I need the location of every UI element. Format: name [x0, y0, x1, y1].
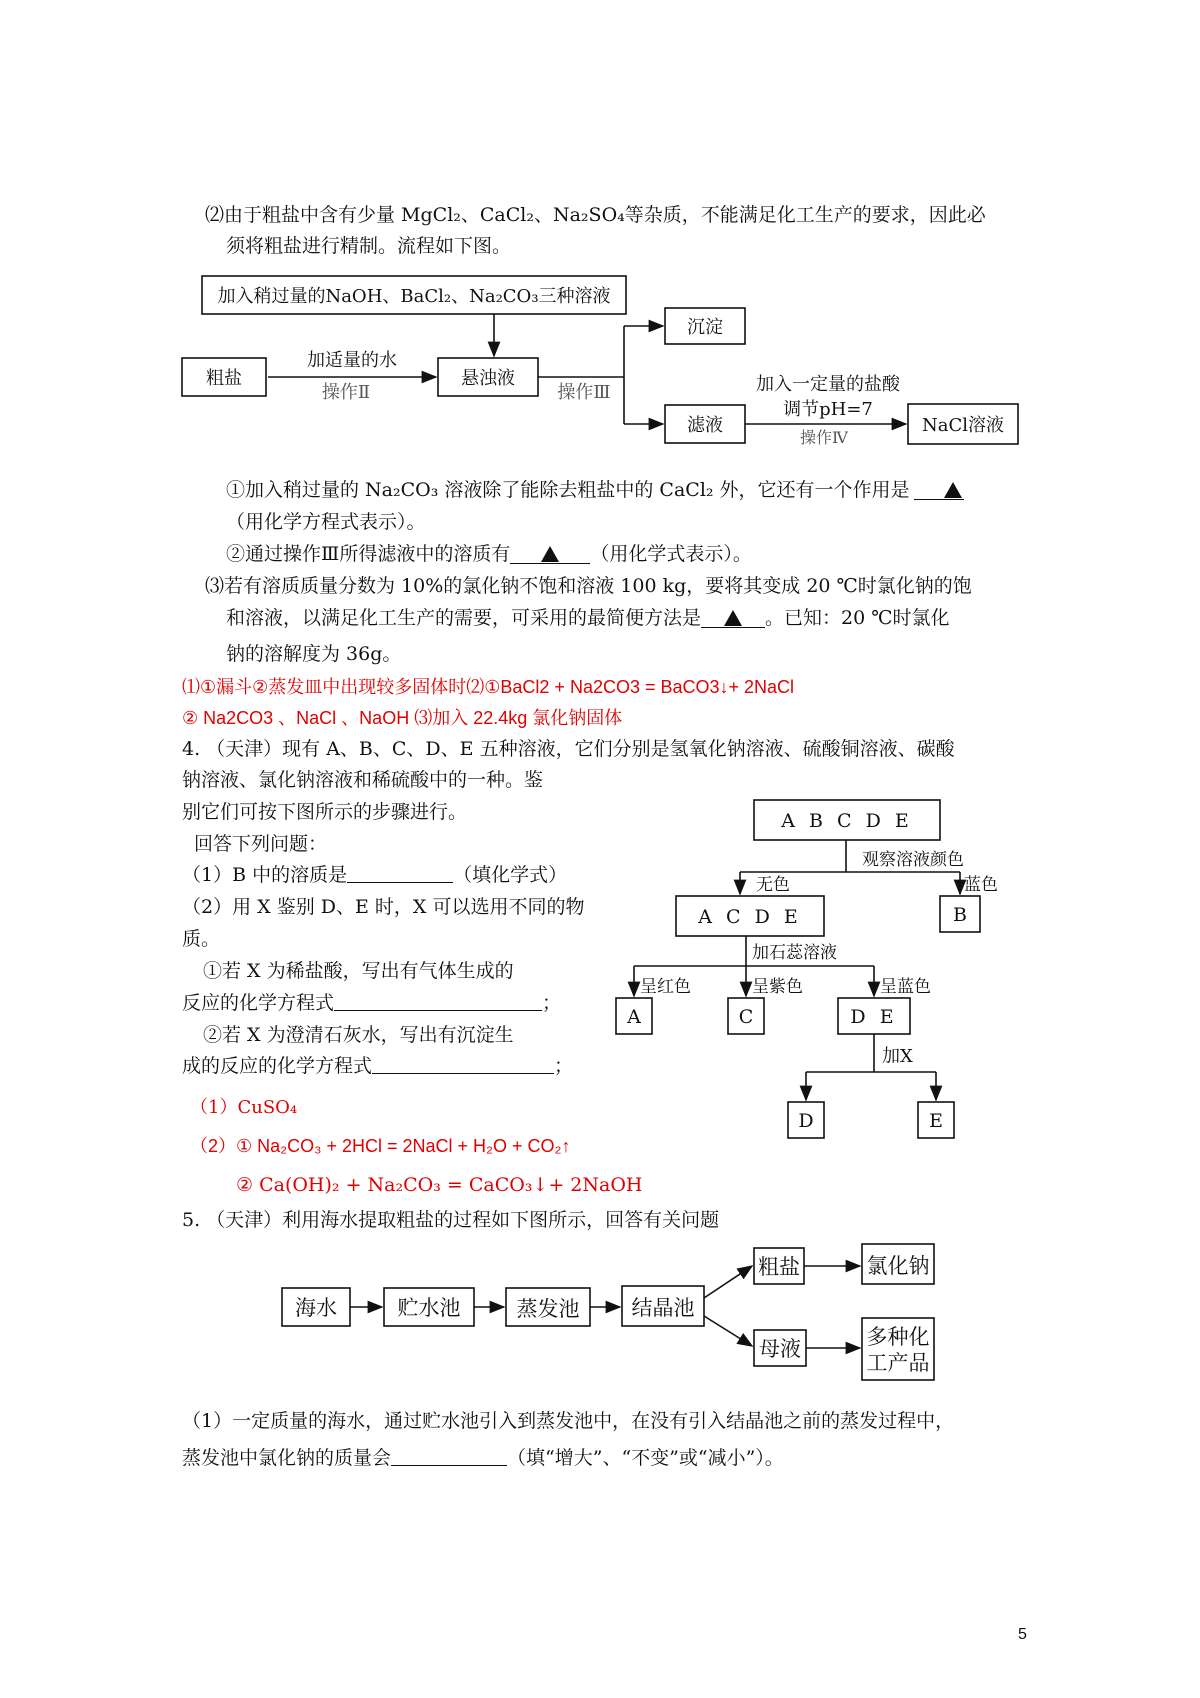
q3-answer-line2: ② Na2CO3 、NaCl 、NaOH ⑶加入 22.4kg 氯化钠固体 — [182, 708, 623, 728]
q3-p3-line1: ⑶若有溶质质量分数为 10%的氯化钠不饱和溶液 100 kg，要将其变成 20 ℃时氯化钠的饱 — [205, 575, 972, 597]
tree-colorless-text: 无色 — [756, 875, 790, 895]
q4-answer2: （2）① Na₂CO₃ + 2HCl = 2NaCl + H₂O + CO₂↑ — [190, 1136, 571, 1156]
q5-products-text-2: 工产品 — [866, 1351, 930, 1375]
q4-line11: 成的反应的化学方程式 ； — [182, 1055, 574, 1077]
q3-s1-line1: ①加入稍过量的 Na₂CO₃ 溶液除了能除去粗盐中的 CaCl₂ 外，它还有一个作用是 — [226, 477, 964, 503]
q5-crude-text: 粗盐 — [758, 1255, 800, 1279]
answer-blank — [510, 543, 590, 564]
q4-line7: 质。 — [182, 928, 221, 950]
q5-evaporation-text: 蒸发池 — [516, 1297, 580, 1321]
answer-blank — [701, 607, 765, 628]
q3-s2-line: ②通过操作Ⅲ所得滤液中的溶质有 （用化学式表示）。 — [226, 543, 752, 565]
q5-crystallization-text: 结晶池 — [631, 1296, 695, 1320]
q3-s1-line2: （用化学方程式表示）。 — [226, 511, 426, 533]
tree-a-text: A — [627, 1006, 641, 1028]
q3-p3-line3: 钠的溶解度为 36g。 — [226, 643, 402, 665]
tree-red-text: 呈红色 — [640, 977, 691, 997]
q3-p2-line2: 须将粗盐进行精制。流程如下图。 — [226, 235, 512, 257]
tree-blue-text: 蓝色 — [964, 875, 998, 895]
page-number: 5 — [1018, 1626, 1027, 1643]
triangle-icon — [944, 482, 962, 498]
tree-addx-text: 加X — [882, 1046, 913, 1067]
q5-flowchart — [0, 1240, 1200, 1390]
tree-acde-text: A C D E — [698, 906, 802, 928]
tree-observe-text: 观察溶液颜色 — [862, 850, 964, 870]
flow-water-label: 加适量的水 — [307, 350, 397, 371]
q5-products-text-1: 多种化 — [866, 1325, 930, 1349]
flow-precip-label: 沉淀 — [687, 317, 723, 338]
flow-ph-label: 调节pH=7 — [783, 399, 873, 420]
q4-line4: 回答下列问题： — [194, 833, 328, 855]
q5-line1: 5. （天津）利用海水提取粗盐的过程如下图所示，回答有关问题 — [182, 1209, 720, 1231]
triangle-icon — [724, 610, 742, 626]
q5-mother-text: 母液 — [759, 1337, 801, 1361]
answer-blank — [334, 990, 542, 1011]
flow-nacl-label: NaCl溶液 — [921, 415, 1005, 436]
q4-identification-tree — [610, 792, 998, 1152]
q3-p2-line1: ⑵由于粗盐中含有少量 MgCl₂、CaCl₂、Na₂SO₄等杂质，不能满足化工生产的要求，因此必 — [205, 204, 986, 226]
q3-answer-line1: ⑴①漏斗②蒸发皿中出现较多固体时⑵①BaCl2 + Na2CO3 = BaCO3↓+ 2NaCl — [182, 677, 795, 697]
q3-flowchart — [0, 268, 1200, 468]
q4-line3: 别它们可按下图所示的步骤进行。 — [182, 801, 468, 823]
flow-suspension-label: 悬浊液 — [461, 368, 515, 389]
q4-answer1: （1）CuSO₄ — [190, 1097, 298, 1118]
q5-line2: （1）一定质量的海水，通过贮水池引入到蒸发池中，在没有引入结晶池之前的蒸发过程中， — [182, 1410, 955, 1432]
flow-reagents-label: 加入稍过量的NaOH、BaCl₂、Na₂CO₃三种溶液 — [217, 286, 611, 307]
flow-op2-label: 操作Ⅱ — [321, 382, 371, 403]
tree-litmus-text: 加石蕊溶液 — [752, 943, 837, 963]
tree-b-text: B — [953, 904, 967, 926]
tree-abcde-text: A B C D E — [781, 810, 913, 832]
q4-line10: ②若 X 为澄清石灰水，写出有沉淀生 — [203, 1024, 514, 1046]
q5-nacl-text: 氯化钠 — [866, 1254, 930, 1278]
q5-line3: 蒸发池中氯化钠的质量会 （填“增大”、“不变”或“减小”）。 — [182, 1447, 784, 1469]
q5-seawater-text: 海水 — [295, 1296, 337, 1320]
q4-line1: 4. （天津）现有 A、B、C、D、E 五种溶液，它们分别是氢氧化钠溶液、硫酸铜溶液、碳酸 — [182, 738, 955, 760]
tree-c-text: C — [738, 1006, 754, 1028]
q4-line5: （1）B 中的溶质是 （填化学式） — [182, 864, 568, 886]
q4-line9: 反应的化学方程式 ； — [182, 992, 562, 1014]
answer-blank — [914, 479, 964, 500]
tree-purple-text: 呈紫色 — [752, 977, 803, 997]
flow-crude-label: 粗盐 — [206, 368, 242, 389]
tree-d-text: D — [798, 1110, 814, 1132]
q4-line2: 钠溶液、氯化钠溶液和稀硫酸中的一种。鉴 — [182, 769, 544, 791]
q4-line6: （2）用 X 鉴别 D、E 时，X 可以选用不同的物 — [182, 896, 585, 918]
q3-p3-line2: 和溶液，以满足化工生产的需要，可采用的最简便方法是 。已知：20 ℃时氯化 — [226, 607, 950, 629]
triangle-icon — [541, 546, 559, 562]
q5-storage-text: 贮水池 — [397, 1296, 461, 1320]
flow-op3-label: 操作Ⅲ — [557, 382, 611, 403]
tree-de-text: D E — [850, 1006, 898, 1028]
tree-bluec-text: 呈蓝色 — [880, 977, 931, 997]
answer-blank — [372, 1053, 554, 1074]
flow-op4-label: 操作Ⅳ — [800, 428, 848, 447]
flow-filtrate-label: 滤液 — [687, 415, 723, 436]
flow-acid-label: 加入一定量的盐酸 — [756, 374, 900, 395]
q4-line8: ①若 X 为稀盐酸，写出有气体生成的 — [203, 960, 514, 982]
tree-e-text: E — [929, 1110, 943, 1132]
answer-blank — [391, 1445, 507, 1466]
answer-blank — [347, 862, 453, 883]
q4-answer3: ② Ca(OH)₂ + Na₂CO₃ = CaCO₃↓+ 2NaOH — [236, 1174, 643, 1196]
